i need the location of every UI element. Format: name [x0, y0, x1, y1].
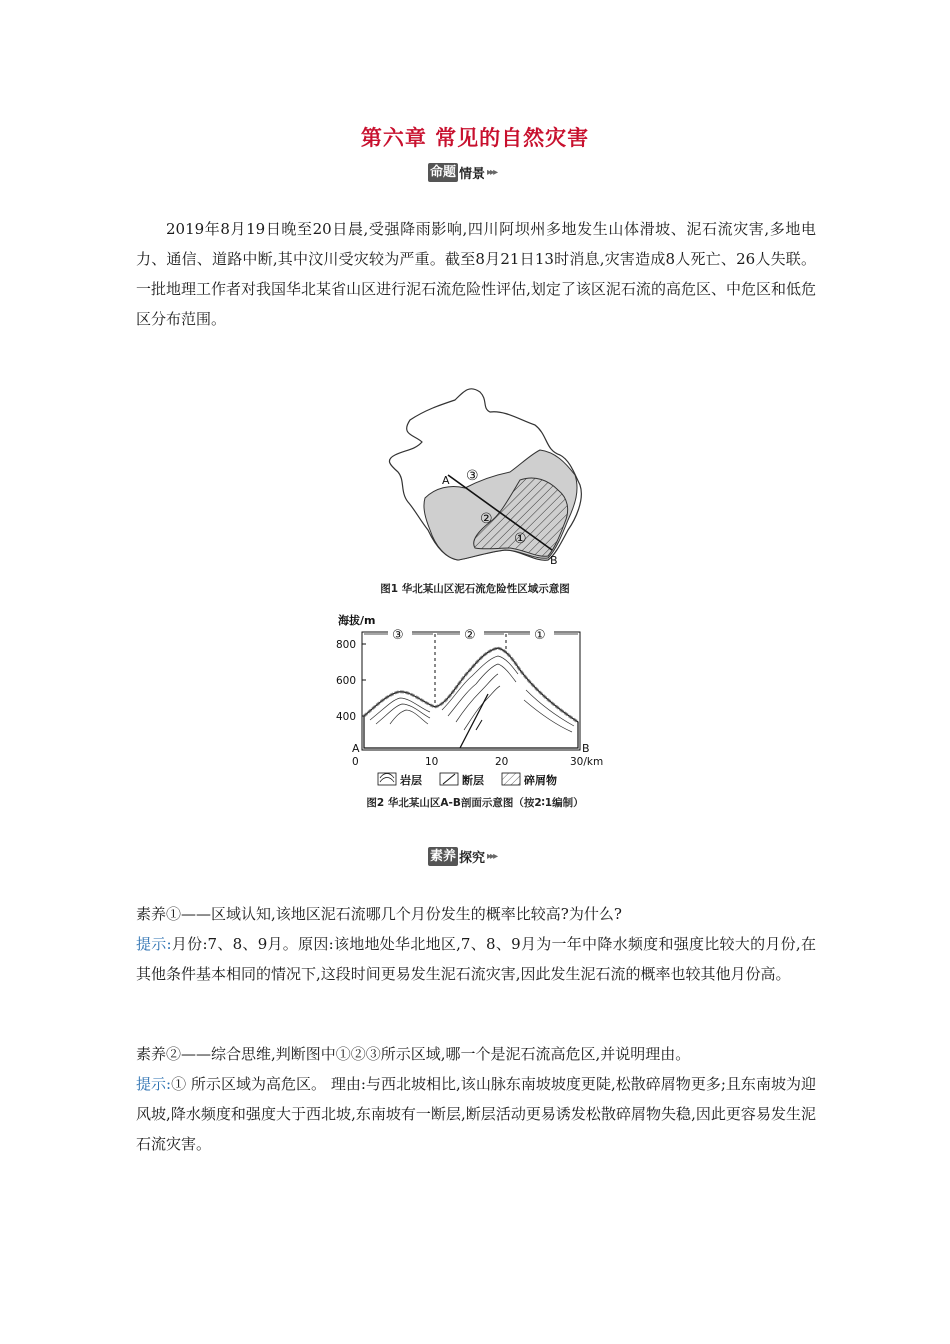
answer-1-text: 月份:7、8、9月。原因:该地地处华北地区,7、8、9月为一年中降水频度和强度比较大的月份,在其他条件基本相同的情况下,这段时间更易发生泥石流灾害,因此发生泥石流的概率也较其他月份高。 — [136, 935, 816, 983]
figure2-caption: 图2 华北某山区A-B剖面示意图（按2∶1编制） — [366, 797, 584, 809]
zone-1-label: ① — [514, 531, 527, 547]
legend-rock-swatch — [378, 773, 396, 785]
chapter-title: 第六章 常见的自然灾害 — [360, 126, 590, 150]
zone-label: ③ — [392, 628, 404, 643]
legend-debris-swatch — [502, 773, 520, 785]
question-2: 素养②——综合思维,判断图中①②③所示区域,哪一个是泥石流高危区,并说明理由。 — [136, 1045, 691, 1063]
point-b-label: B — [582, 742, 590, 755]
legend-label: 断层 — [462, 774, 484, 787]
point-a-label: A — [442, 474, 450, 487]
badge-arrows-icon: ▸▸▸ — [487, 166, 497, 178]
y-tick: 800 — [336, 639, 357, 651]
x-tick: 0 — [352, 756, 359, 768]
question-1: 素养①——区域认知,该地区泥石流哪几个月份发生的概率比较高?为什么? — [136, 905, 622, 923]
section-badge-inquiry — [428, 846, 496, 866]
legend-label: 碎屑物 — [524, 774, 557, 787]
y-tick: 600 — [336, 675, 357, 687]
section-badge-scenario — [428, 162, 496, 182]
zone-3-label: ③ — [466, 468, 479, 484]
hint-label: 提示: — [136, 1075, 172, 1093]
x-tick: 30/km — [570, 756, 604, 768]
figure2-profile — [330, 612, 620, 794]
y-axis-label: 海拔/m — [338, 614, 376, 627]
legend-label: 岩层 — [400, 774, 422, 787]
x-tick: 20 — [495, 756, 509, 768]
answer-2 — [136, 1069, 816, 1159]
zone-2-label: ② — [480, 511, 493, 527]
point-a-label: A — [352, 742, 360, 755]
legend — [378, 773, 557, 787]
badge-highlight: 素养 — [430, 848, 457, 864]
answer-2-text: ① 所示区域为高危区。 理由:与西北坡相比,该山脉东南坡坡度更陡,松散碎屑物更多;且东南坡为迎风坡,降水频度和强度大于西北坡,东南坡有一断层,断层活动更易诱发松散碎屑物失稳,因此更容易发生泥石流灾害。 — [136, 1075, 816, 1153]
answer-1 — [136, 929, 816, 989]
point-b-label: B — [550, 554, 558, 567]
hint-label: 提示: — [136, 935, 172, 953]
badge-text: 探究 — [459, 850, 486, 866]
zone-label: ① — [534, 628, 546, 643]
badge-text: 情景 — [459, 166, 486, 182]
intro-paragraph: 2019年8月19日晚至20日晨,受强降雨影响,四川阿坝州多地发生山体滑坡、泥石流灾害,多地电力、通信、道路中断,其中汶川受灾较为严重。截至8月21日13时消息,灾害造成8人死亡、26人失联。一批地理工作者对我国华北某省山区进行泥石流危险性评估,划定了该区泥石流的高危区、中危区和低危区分布范围。 — [136, 220, 816, 328]
figure1-caption: 图1 华北某山区泥石流危险性区域示意图 — [380, 583, 570, 595]
figure1-map — [370, 380, 600, 575]
badge-arrows-icon: ▸▸▸ — [487, 850, 497, 862]
zone-label: ② — [464, 628, 476, 643]
badge-highlight: 命题 — [430, 164, 457, 180]
x-tick: 10 — [425, 756, 439, 768]
y-tick: 400 — [336, 711, 357, 723]
